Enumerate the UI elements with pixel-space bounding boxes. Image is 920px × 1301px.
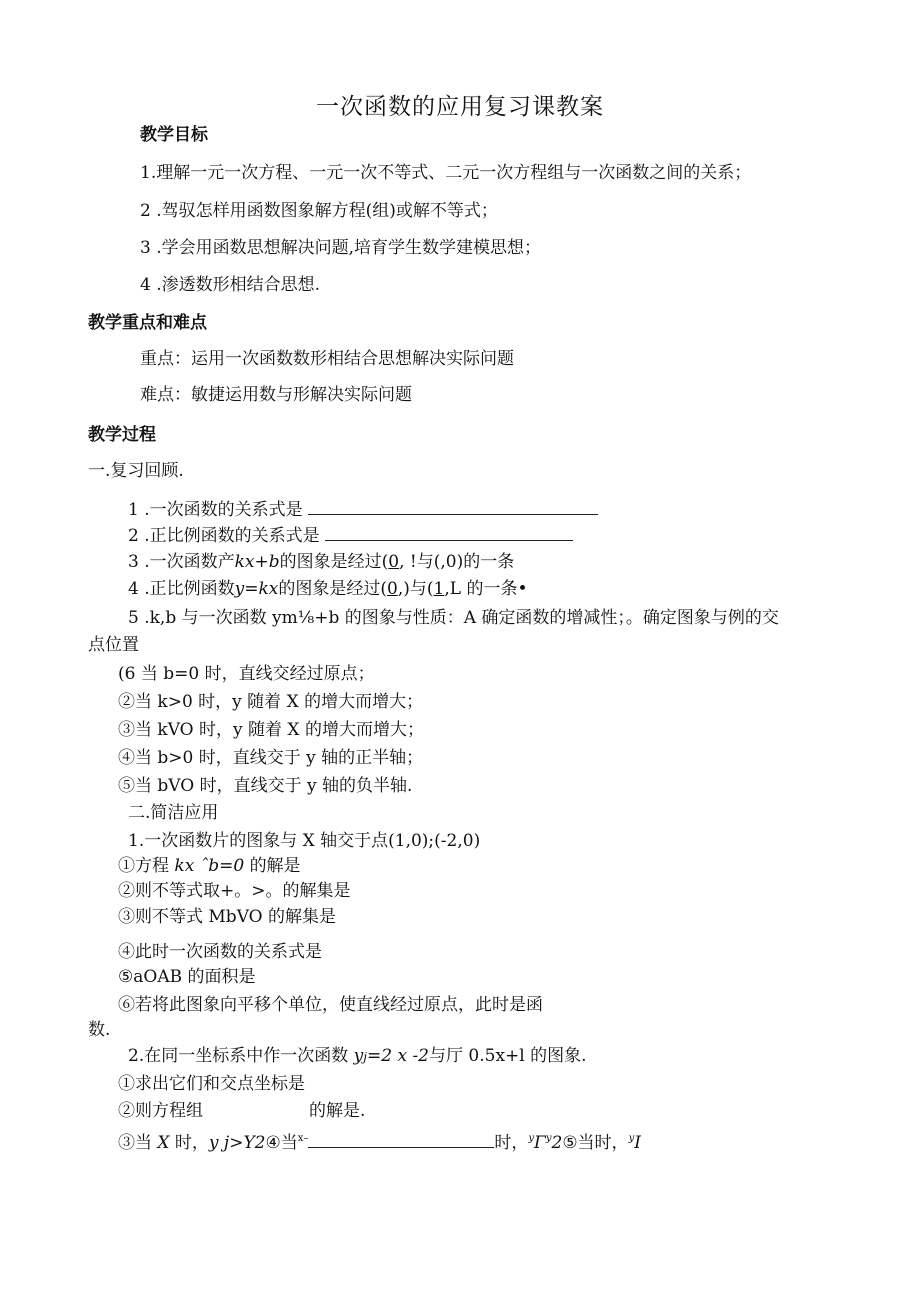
apply-p2-i: ①求出它们和交点坐标是 [118,1074,305,1094]
p2-iii-expr: y j>Y2 [208,1133,266,1153]
apply-p2-ii [118,1100,365,1122]
q4-part: 4 .正比例函数 [128,579,235,599]
q4-underlined: 0 [387,579,398,599]
answer-blank[interactable] [308,498,598,515]
q3-formula: kx+b [234,552,280,572]
p2-iii-sup: y [545,1133,552,1144]
review-q2 [128,524,573,547]
property-item: ②当 k>0 时，y 随着 X 的增大而增大； [118,692,424,712]
review-q4 [128,578,527,600]
p2-subscript: j [363,1050,367,1064]
difficulty-text: 难点：敏捷运用数与形解决实际问题 [140,385,412,405]
apply-p2-iii [118,1128,641,1154]
goal-item: 3 .学会用函数思想解决问题,培育学生数学建模思想； [140,238,542,258]
q3-part: 的图象是经过( [279,552,389,572]
answer-blank[interactable] [325,524,573,541]
review-q5-line2: 点位置 [88,635,139,655]
goals-heading: 教学目标 [140,125,208,145]
p1-i-formula: kx ˆb=0 [174,856,245,876]
apply-p1-i [118,855,301,877]
review-q3 [128,551,514,573]
p2-iii-part: 时， [494,1133,529,1153]
p2-iii-sup: x– [297,1133,309,1144]
p2-iii-part: ⑤当时， [562,1133,629,1153]
q3-underlined: 0 [388,552,400,572]
q4-part: ,)与( [397,579,434,599]
apply-p1-ii: ②则不等式取+。>。的解集是 [118,881,351,901]
review-q5-line1: 5 .k,b 与一次函数 ym⅛+b 的图象与性质：A 确定函数的增减性；。确定图象与例的交 [128,608,779,628]
q3-part: 3 .一次函数产 [128,552,235,572]
p2-iii-part: ④当 [265,1133,298,1153]
q4-underlined: 1 [433,579,445,599]
property-item: ④当 b>0 时，直线交于 y 轴的正半轴； [118,748,424,768]
review-q2-text: 2 .正比例函数的关系式是 [128,526,320,546]
review-q1-text: 1 .一次函数的关系式是 [128,500,303,520]
p1-i-part: 的解是 [249,856,301,876]
p2-iii-sup: y [628,1133,635,1144]
review-heading: 一.复习回顾. [88,461,184,481]
apply-p1-vi-cont: 数. [88,1020,111,1040]
p2-iii-part: ③当 [118,1133,152,1153]
apply-p1: 1.一次函数片的图象与 X 轴交于点(1,0);(-2,0) [128,831,481,851]
goal-item: 2 .驾驭怎样用函数图象解方程(组)或解不等式； [140,201,498,221]
q4-part: 的图象是经过( [278,579,388,599]
answer-blank[interactable] [308,1131,494,1148]
apply-p1-iv: ④此时一次函数的关系式是 [118,942,322,962]
p2-part: 2.在同一坐标系中作一次函数 [128,1046,349,1066]
q3-part: , !与(,0)的一条 [399,552,515,572]
property-item: ⑤当 bVO 时，直线交于 y 轴的负半轴. [118,776,413,796]
goal-item: 4 .渗透数形相结合思想. [140,275,321,295]
goal-item: 1.理解一元一次方程、一元一次不等式、二元一次方程组与一次函数之间的关系； [140,163,752,183]
p2-part: 与厅 0.5x+l 的图象. [429,1046,587,1066]
p1-i-part: ①方程 [118,856,169,876]
p2-iii-part: 时， [174,1133,209,1153]
p2-formula: =2 x -2 [366,1046,429,1066]
p2-ii-part: ②则方程组 [118,1101,203,1121]
q4-part: ,L 的一条• [444,579,528,599]
p2-iii-var: X [157,1133,170,1153]
p2-iii-sup: y [528,1133,535,1144]
property-item: (6 当 b=0 时，直线交经过原点； [118,664,375,684]
apply-p2 [128,1045,587,1068]
p2-iii-expr: Γ [534,1133,546,1153]
p2-iii-expr: 2 [551,1133,563,1153]
process-heading: 教学过程 [88,425,156,445]
p2-ii-part: 的解是. [309,1101,366,1121]
apply-p1-iii: ③则不等式 MbVO 的解集是 [118,907,337,927]
p2-iii-expr: I [634,1133,641,1153]
keypoints-heading: 教学重点和难点 [88,313,207,333]
apply-p1-v: ⑤aOAB 的面积是 [118,967,256,987]
focus-text: 重点：运用一次函数数形相结合思想解决实际问题 [140,349,514,369]
apply-heading: 二.简洁应用 [128,803,219,823]
review-q1 [128,498,598,521]
apply-p1-vi: ⑥若将此图象向平移个单位，使直线经过原点，此时是函 [118,995,543,1015]
p2-var: y [353,1046,364,1066]
q4-formula: y=kx [234,579,279,599]
page-title: 一次函数的应用复习课教案 [316,94,604,120]
property-item: ③当 kVO 时，y 随着 X 的增大而增大； [118,720,424,740]
